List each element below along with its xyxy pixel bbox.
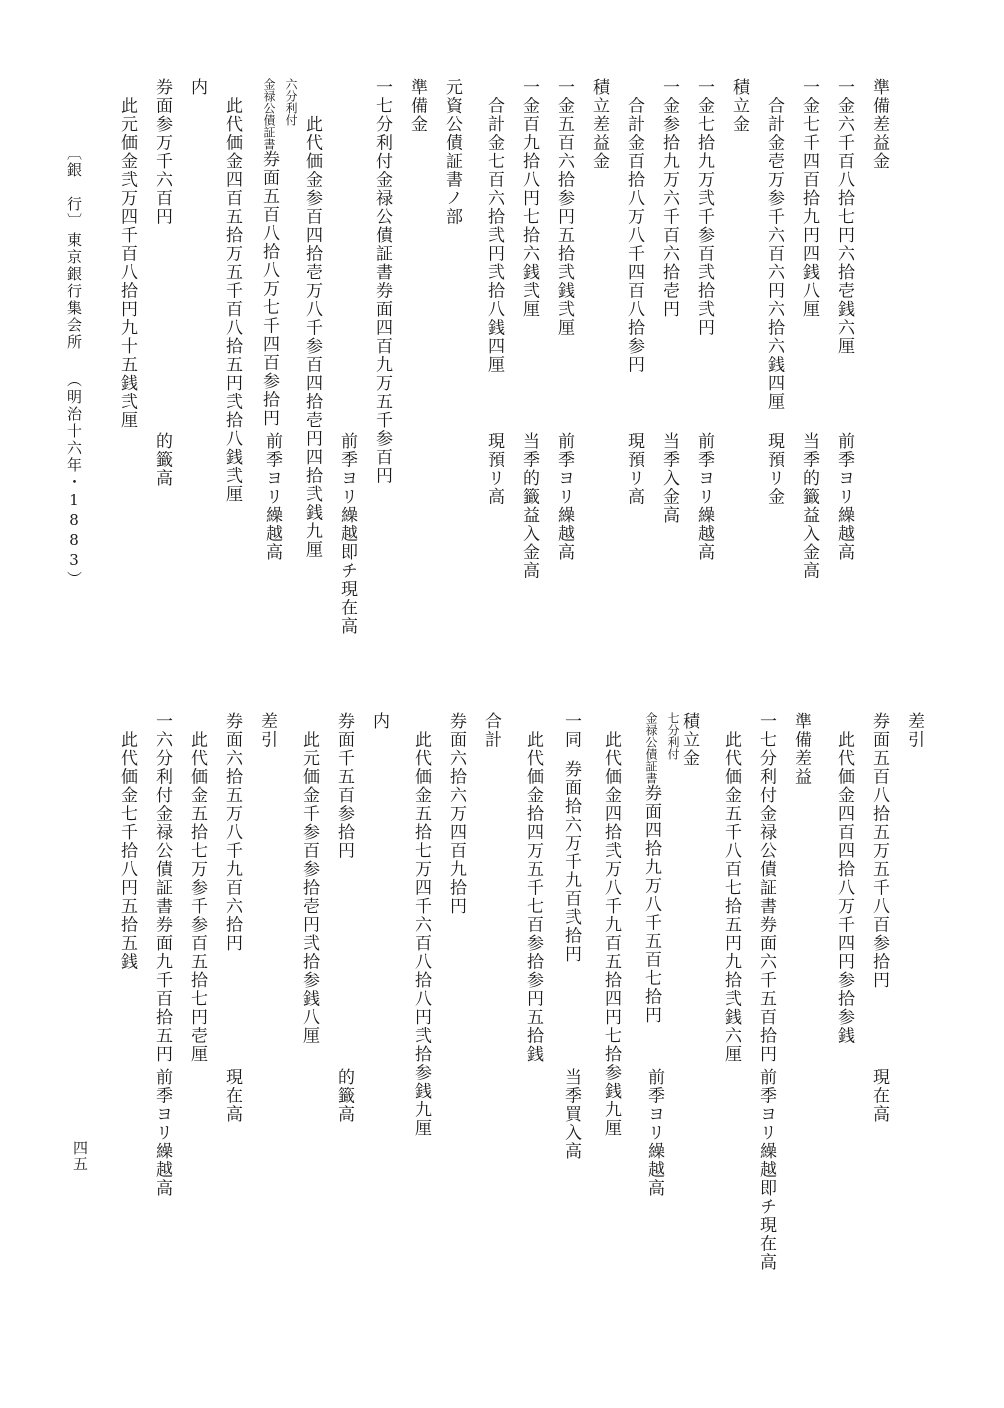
entry-value: 此代価金七千拾八円五拾五銭 [117,712,137,971]
entry-line: 券面六拾六万四百九拾円 [446,712,466,916]
entry-line: 一金百九拾八円七拾六銭弐厘 [519,78,539,319]
entry-note: 当季入金高 [659,432,679,525]
entry-total: 合計金壱万参千六百六円六拾六銭四厘 [764,78,784,411]
heading-junbi-saeki: 準備差益 [791,712,811,786]
entry-line: 一七分利付金禄公債証書券面四百九万五千参百円 [372,78,392,485]
entry-value: 此代価金参百四拾壱万八千参百四拾壱円四拾弐銭九厘 [302,78,322,559]
entry-note: 現預リ高 [484,432,504,506]
footer-title: 東京銀行集会所 [65,232,83,351]
entry-value: 此代価金拾四万五千七百参拾参円五拾銭 [523,712,543,1064]
heading-sashihiki: 差引 [904,712,924,749]
heading-tsumitatekin: 積立金 [679,712,699,768]
entry-line: 一金五百六拾参円五拾弐銭弐厘 [554,78,574,337]
heading-uchi: 内 [369,712,389,731]
entry-value: 此代価金五千八百七拾五円九拾弐銭六厘 [721,712,741,1064]
heading-uchi: 内 [187,78,207,97]
entry-note: 前季ヨリ繰越高 [644,1068,664,1198]
entry-value: 此元価金弐万四千百八拾円九十五銭弐厘 [117,78,137,430]
entry-note: 現在高 [222,1068,242,1124]
entry-line: 六分利付 金禄公債証書券面五百八拾八万七千四百参拾円 [258,78,302,428]
entry-line: 一金七拾九万弐千参百弐拾弐円 [694,78,714,337]
entry-line: 券面六拾五万八千九百六拾円 [222,712,242,953]
entry-value: 此代価金四百五拾万五千百八拾五円弐拾八銭弐厘 [222,78,242,504]
heading-junbikin: 準備金 [407,78,427,134]
entry-line: 一金七千四百拾九円四銭八厘 [799,78,819,319]
entry-value: 此代価金五拾七万四千六百八拾八円弐拾参銭九厘 [411,712,431,1138]
entry-value: 此代価金五拾七万参千参百五拾七円壱厘 [187,712,207,1064]
entry-note: 当季的籤益入金高 [799,432,819,580]
entry-note: 前季ヨリ繰越即チ現在高 [337,432,357,636]
entry-note: 前季ヨリ繰越高 [262,432,282,562]
footer-label: 〔銀 行〕 [65,145,83,230]
entry-total: 合計金百拾八万八千四百八拾参円 [624,78,644,374]
entry-total: 合計金七百六拾弐円弐拾八銭四厘 [484,78,504,374]
entry-note: 前季ヨリ繰越高 [554,432,574,562]
entry-value: 此代価金四拾弐万八千九百五拾四円七拾参銭九厘 [601,712,621,1138]
heading-junbi-saekikin: 準備差益金 [869,78,889,171]
small-label-stack: 六分利付 金禄公債証書 [262,78,298,150]
entry-note: 前季ヨリ繰越高 [834,432,854,562]
entry-note: 現在高 [869,1068,889,1124]
heading-goukei: 合計 [481,712,501,749]
entry-line: 券面千五百参拾円 [334,712,354,860]
entry-line: 一七分利付金禄公債証書券面六千五百拾円 [756,712,776,1064]
entry-note: 現預リ高 [624,432,644,506]
entry-note: 当季的籤益入金高 [519,432,539,580]
entry-value: 此代価金四百四拾八万千四円参拾参銭 [834,712,854,1045]
small-label-stack: 七分利付 金禄公債証書 [644,712,680,784]
entry-note: 当季買入高 [561,1068,581,1161]
entry-note: 的籤高 [334,1068,354,1124]
entry-line: 券面五百八拾五万五千八百参拾円 [869,712,889,990]
entry-note: 現預リ金 [764,432,784,506]
section-title: 元資公債証書ノ部 [442,78,462,226]
page-number: 四五 [71,1140,89,1172]
entry-note: 前季ヨリ繰越高 [694,432,714,562]
heading-tsumitate-saekikin: 積立差益金 [589,78,609,171]
entry-line: 券面参万千六百円 [152,78,172,226]
entry-line: 一六分利付金禄公債証書券面九千百拾五円 [152,712,172,1064]
heading-sashihiki: 差引 [257,712,277,749]
entry-note: 的籤高 [152,432,172,488]
entry-line: 券面拾六万千九百弐拾円 [561,760,581,964]
entry-line: 七分利付 金禄公債証書券面四拾九万八千五百七拾円 [640,712,684,1025]
footer-date: （明治十六年・1883） [65,372,83,588]
entry-note: 前季ヨリ繰越即チ現在高 [756,1068,776,1272]
entry-line: 一同 [561,712,581,749]
entry-line: 一金六千百八拾七円六拾壱銭六厘 [834,78,854,356]
entry-line: 一金参拾九万六千百六拾壱円 [659,78,679,319]
entry-value: 此元価金千参百参拾壱円弐拾参銭八厘 [299,712,319,1045]
heading-tsumitatekin: 積立金 [729,78,749,134]
entry-note: 前季ヨリ繰越高 [152,1068,172,1198]
